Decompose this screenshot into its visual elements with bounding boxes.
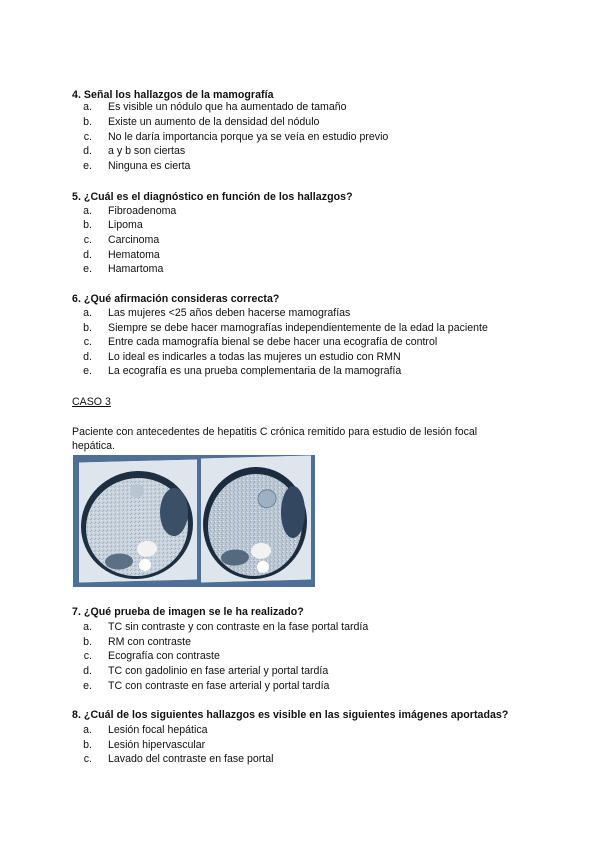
question-6-option-e[interactable]: e. La ecografía es una prueba complementaria de la mamografía [83, 365, 402, 377]
question-4-option-c[interactable]: c. No le daría importancia porque ya se veía en estudio previo [83, 131, 389, 143]
question-6-option-d[interactable]: d. Lo ideal es indicarles a todas las mujeres un estudio con RMN [83, 351, 401, 363]
ct-scan-image-right [201, 456, 311, 583]
question-4-option-e[interactable]: e. Ninguna es cierta [83, 160, 191, 172]
question-5-option-c[interactable]: c. Carcinoma [83, 234, 160, 246]
case-3-description: Paciente con antecedentes de hepatitis C crónica remitido para estudio de lesión focal hepática. [72, 426, 478, 452]
question-6-option-c[interactable]: c. Entre cada mamografía bienal se debe hacer una ecografía de control [83, 336, 438, 348]
question-4-option-b[interactable]: b. Existe un aumento de la densidad del nódulo [83, 116, 320, 128]
question-7-title: 7. ¿Qué prueba de imagen se le ha realizado? [72, 606, 304, 618]
question-6-option-a[interactable]: a. Las mujeres <25 años deben hacerse mamografías [83, 307, 351, 319]
case-3-heading: CASO 3 [72, 396, 111, 408]
question-7-option-d[interactable]: d. TC con gadolinio en fase arterial y portal tardía [83, 665, 329, 677]
question-8-option-c[interactable]: c. Lavado del contraste en fase portal [83, 753, 274, 765]
question-7-option-a[interactable]: a. TC sin contraste y con contraste en la fase portal tardía [83, 621, 369, 633]
question-7-option-e[interactable]: e. TC con contraste en fase arterial y portal tardía [83, 680, 330, 692]
question-4-option-a[interactable]: a. Es visible un nódulo que ha aumentado de tamaño [83, 101, 347, 113]
ct-scan-image-left [79, 459, 197, 582]
ct-scan-figure [73, 455, 315, 587]
question-5-option-b[interactable]: b. Lipoma [83, 219, 143, 231]
question-6-title: 6. ¿Qué afirmación consideras correcta? [72, 293, 280, 305]
question-5-option-d[interactable]: d. Hematoma [83, 249, 160, 261]
question-7-option-c[interactable]: c. Ecografía con contraste [83, 650, 220, 662]
question-8-option-b[interactable]: b. Lesión hipervascular [83, 739, 206, 751]
question-8-option-a[interactable]: a. Lesión focal hepática [83, 724, 208, 736]
question-5-option-e[interactable]: e. Hamartoma [83, 263, 164, 275]
question-6-option-b[interactable]: b. Siempre se debe hacer mamografías independientemente de la edad la paciente [83, 322, 488, 334]
question-5-title: 5. ¿Cuál es el diagnóstico en función de los hallazgos? [72, 191, 353, 203]
question-5-option-a[interactable]: a. Fibroadenoma [83, 205, 177, 217]
question-7-option-b[interactable]: b. RM con contraste [83, 636, 192, 648]
question-4-option-d[interactable]: d. a y b son ciertas [83, 145, 186, 157]
question-4-title: 4. Señal los hallazgos de la mamografía [72, 89, 274, 101]
question-8-title: 8. ¿Cuál de los siguientes hallazgos es visible en las siguientes imágenes aportadas? [72, 709, 509, 721]
